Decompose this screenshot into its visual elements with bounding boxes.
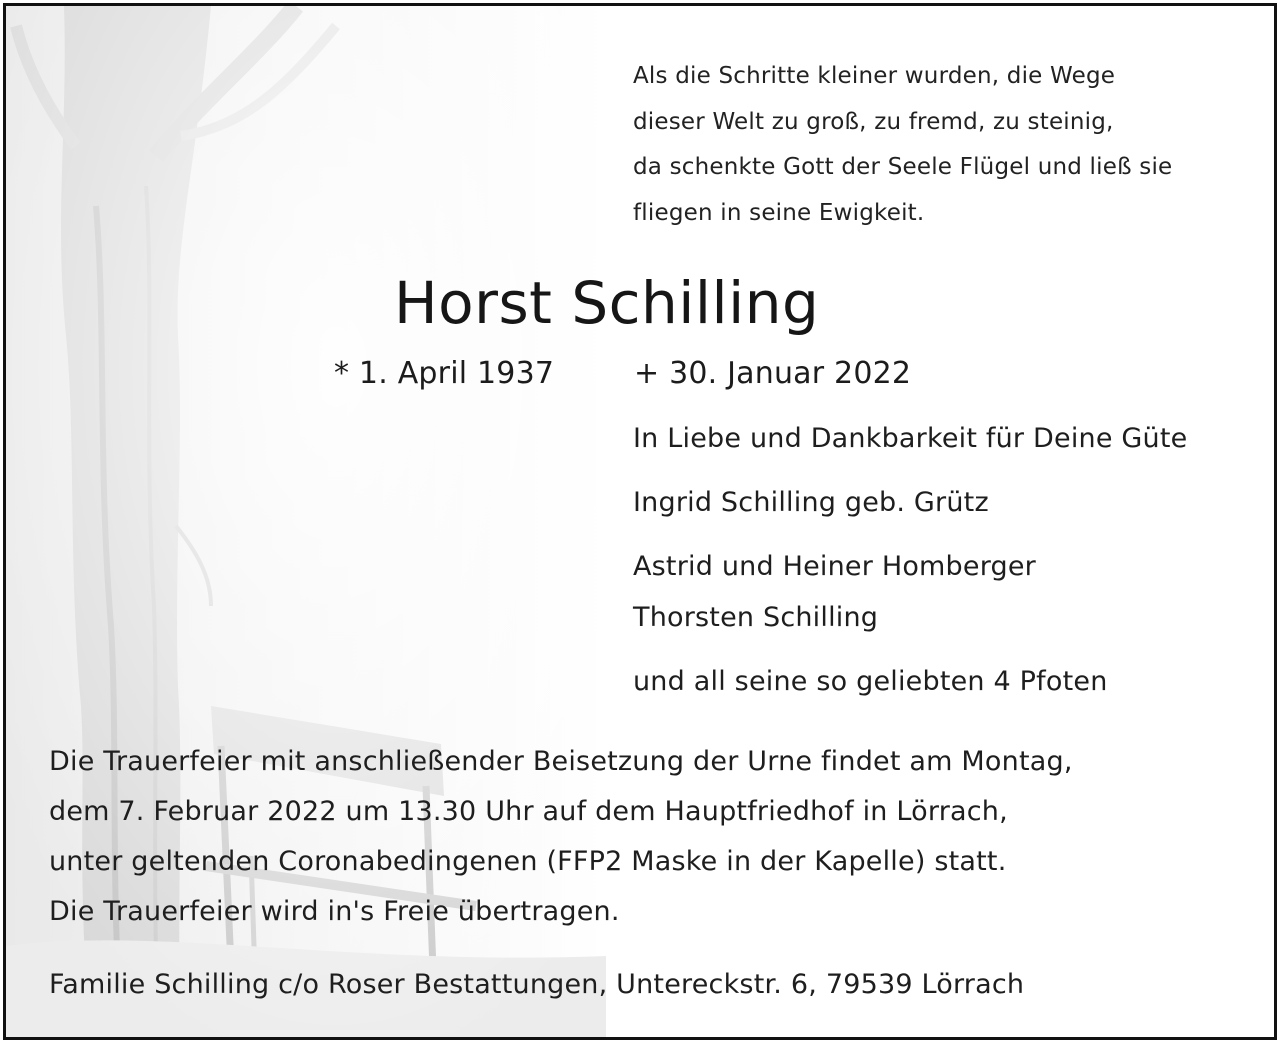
poem-line: fliegen in seine Ewigkeit. [633, 199, 925, 226]
service-line: dem 7. Februar 2022 um 13.30 Uhr auf dem Hauptfriedhof in Lörrach, [49, 796, 1008, 827]
dedication-line: In Liebe und Dankbarkeit für Deine Güte [633, 423, 1188, 454]
mourner-wife: Ingrid Schilling geb. Grütz [633, 487, 989, 518]
poem-line: dieser Welt zu groß, zu fremd, zu steinig, [633, 108, 1114, 135]
funeral-service-info [49, 737, 1073, 937]
mourner-pets: und all seine so geliebten 4 Pfoten [633, 666, 1108, 697]
mourner-son: Thorsten Schilling [633, 602, 879, 633]
memorial-poem [633, 54, 1172, 236]
service-line: unter geltenden Coronabedingenen (FFP2 Maske in der Kapelle) statt. [49, 846, 1007, 877]
obituary-notice [3, 3, 1277, 1040]
contact-address: Familie Schilling c/o Roser Bestattungen, Untereckstr. 6, 79539 Lörrach [49, 969, 1025, 1000]
poem-line: Als die Schritte kleiner wurden, die Wege [633, 63, 1116, 89]
service-line: Die Trauerfeier wird in's Freie übertragen. [49, 896, 620, 927]
deceased-name: Horst Schilling [394, 269, 820, 337]
mourner-daughter: Astrid und Heiner Homberger [633, 551, 1036, 582]
service-line: Die Trauerfeier mit anschließender Beisetzung der Urne findet am Montag, [49, 746, 1073, 777]
death-date: + 30. Januar 2022 [634, 356, 912, 391]
poem-line: da schenkte Gott der Seele Flügel und ließ sie [633, 154, 1173, 180]
birth-date: * 1. April 1937 [334, 356, 555, 391]
